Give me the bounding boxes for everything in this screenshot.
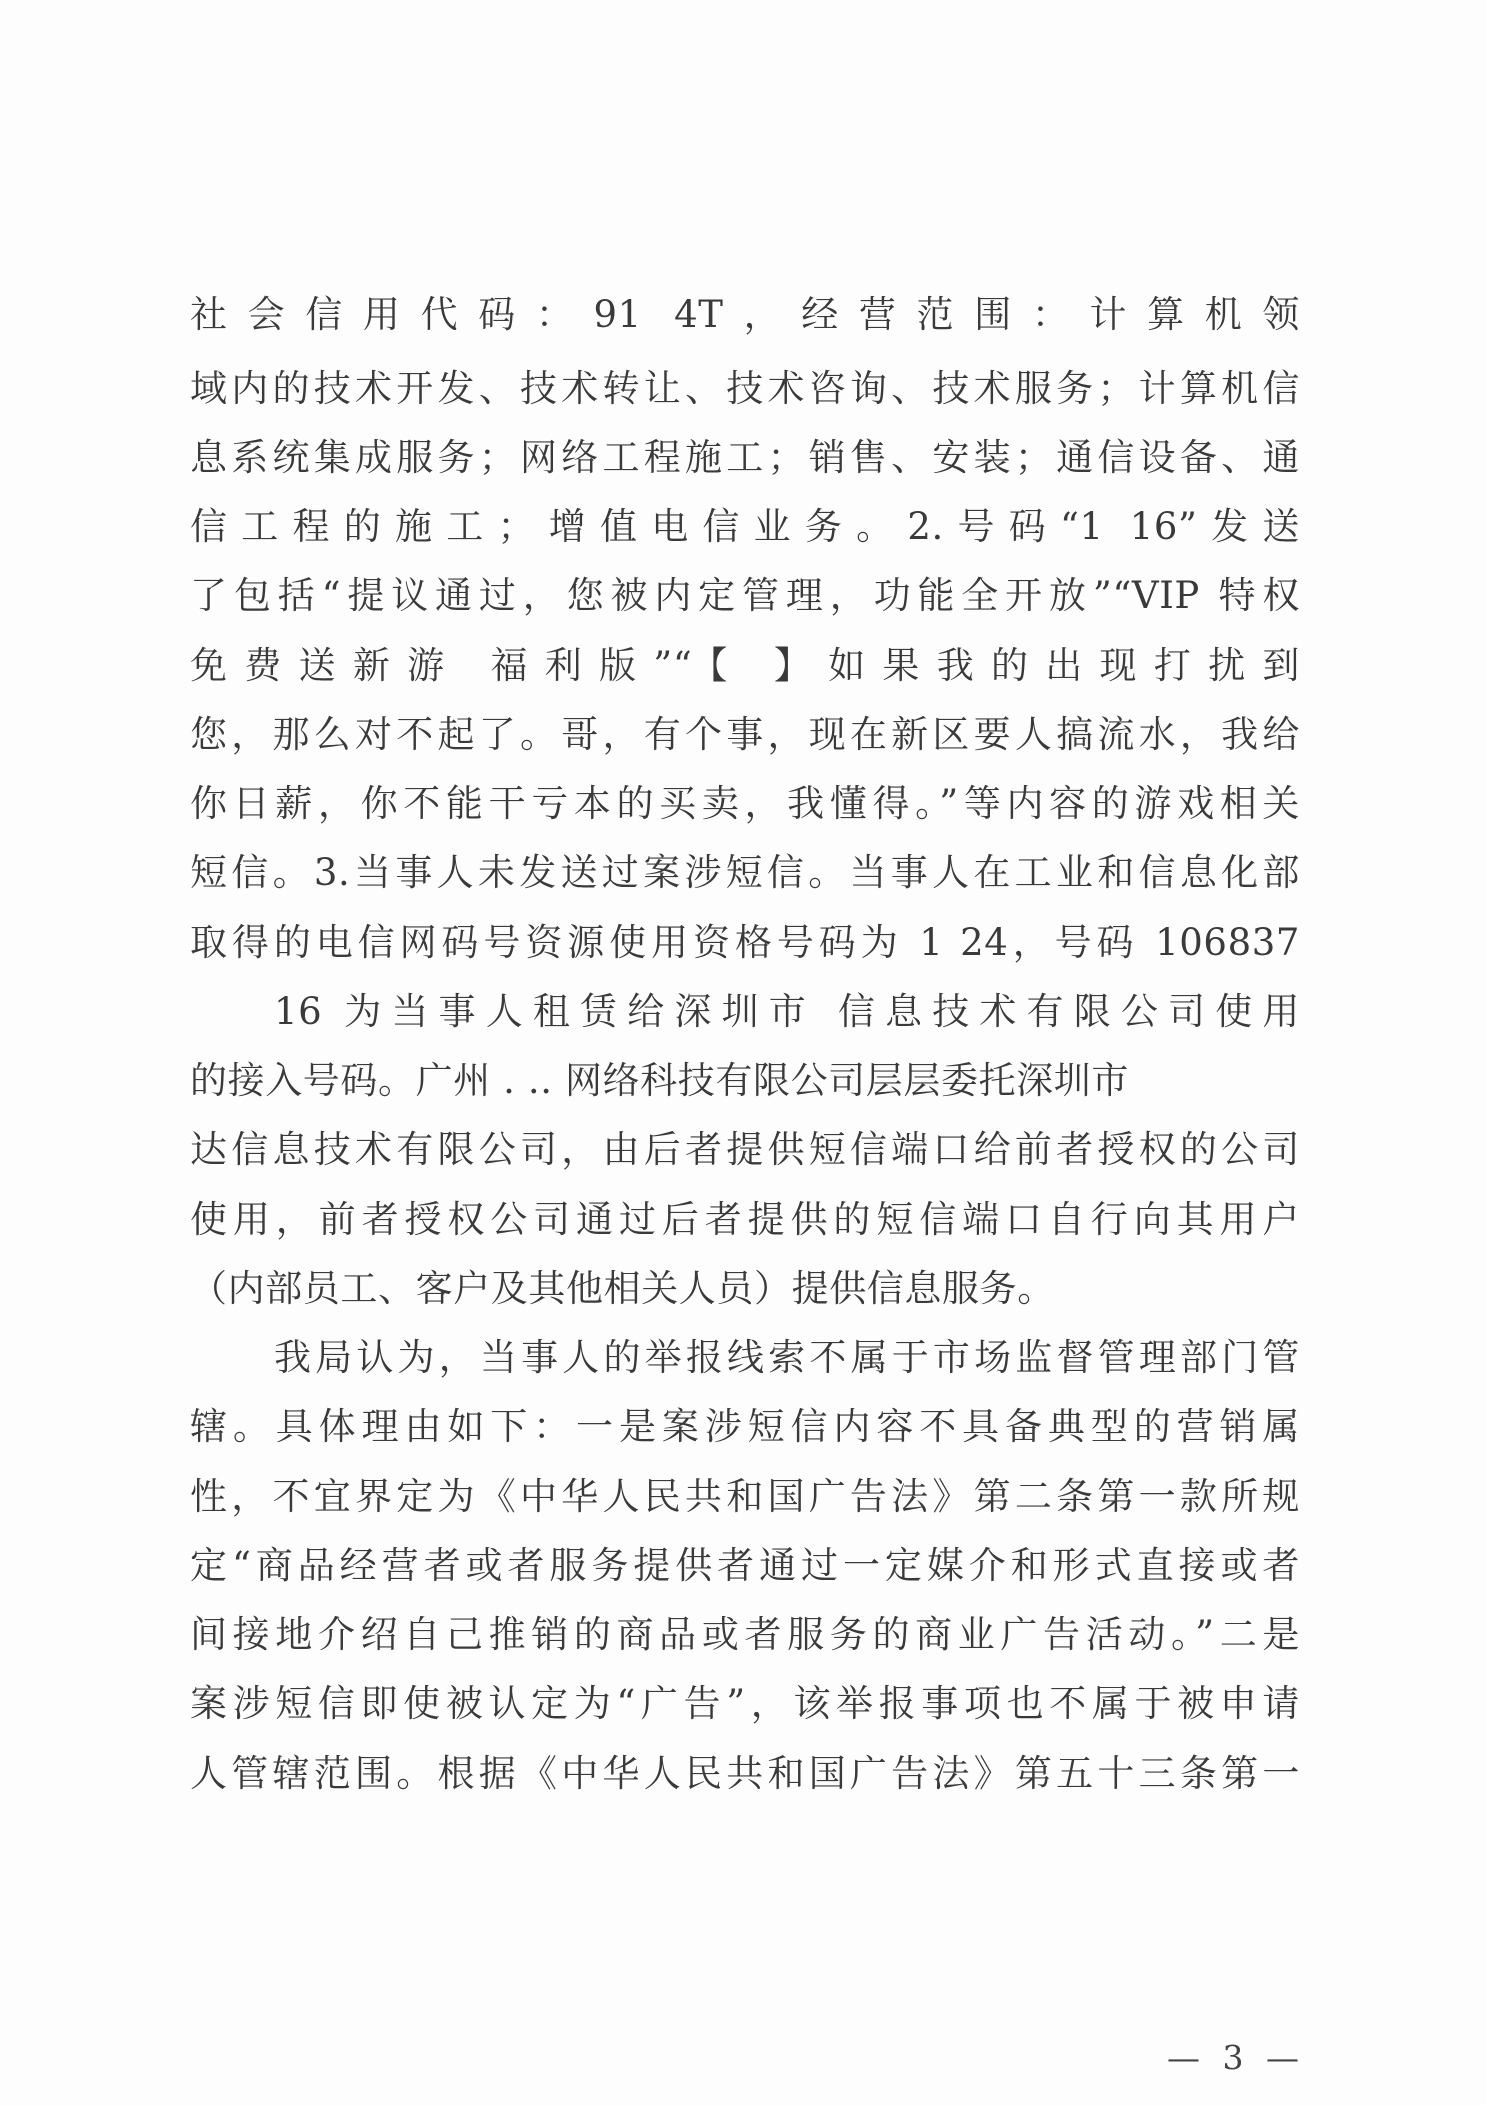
text-line: 人管辖范围。根据《中华人民共和国广告法》第五十三条第一: [190, 1752, 1300, 1795]
text-line: 社会信用代码：91 4T，经营范围：计算机领: [190, 293, 1300, 336]
text-line: 性，不宜界定为《中华人民共和国广告法》第二条第一款所规: [190, 1475, 1300, 1518]
text-line: 息系统集成服务；网络工程施工；销售、安装；通信设备、通: [190, 436, 1300, 479]
text-line: 您，那么对不起了。哥，有个事，现在新区要人搞流水，我给: [190, 713, 1300, 756]
text-line: 你日薪，你不能干亏本的买卖，我懂得。”等内容的游戏相关: [190, 782, 1300, 825]
text-line: 取得的电信网码号资源使用资格号码为 1 24，号码 106837: [190, 921, 1300, 964]
text-line: 信工程的施工；增值电信业务。2.号码“1 16”发送: [190, 505, 1300, 548]
text-line: 案涉短信即使被认定为“广告”，该举报事项也不属于被申请: [190, 1682, 1300, 1725]
text-line: 了包括“提议通过，您被内定管理，功能全开放”“VIP 特权: [190, 574, 1300, 617]
text-line: 达信息技术有限公司，由后者提供短信端口给前者授权的公司: [190, 1128, 1300, 1171]
text-line: 使用，前者授权公司通过后者提供的短信端口自行向其用户: [190, 1198, 1300, 1241]
text-line: 免费送新游 福利版”“【 】如果我的出现打扰到: [190, 644, 1300, 687]
text-line: 短信。3.当事人未发送过案涉短信。当事人在工业和信息化部: [190, 851, 1300, 894]
text-line: 间接地介绍自己推销的商品或者服务的商业广告活动。”二是: [190, 1613, 1300, 1656]
text-line: 我局认为，当事人的举报线索不属于市场监督管理部门管: [274, 1336, 1300, 1379]
text-line: 定“商品经营者或者服务提供者通过一定媒介和形式直接或者: [190, 1544, 1300, 1587]
text-line: 辖。具体理由如下：一是案涉短信内容不具备典型的营销属: [190, 1405, 1300, 1448]
text-line: （内部员工、客户及其他相关人员）提供信息服务。: [190, 1267, 1055, 1310]
page-number: — 3 —: [1167, 2038, 1305, 2077]
text-line: 的接入号码。广州 . .. 网络科技有限公司层层委托深圳市: [190, 1059, 1129, 1102]
text-line: 16 为当事人租赁给深圳市 信息技术有限公司使用: [274, 990, 1300, 1033]
text-line: 域内的技术开发、技术转让、技术咨询、技术服务；计算机信: [190, 367, 1300, 410]
